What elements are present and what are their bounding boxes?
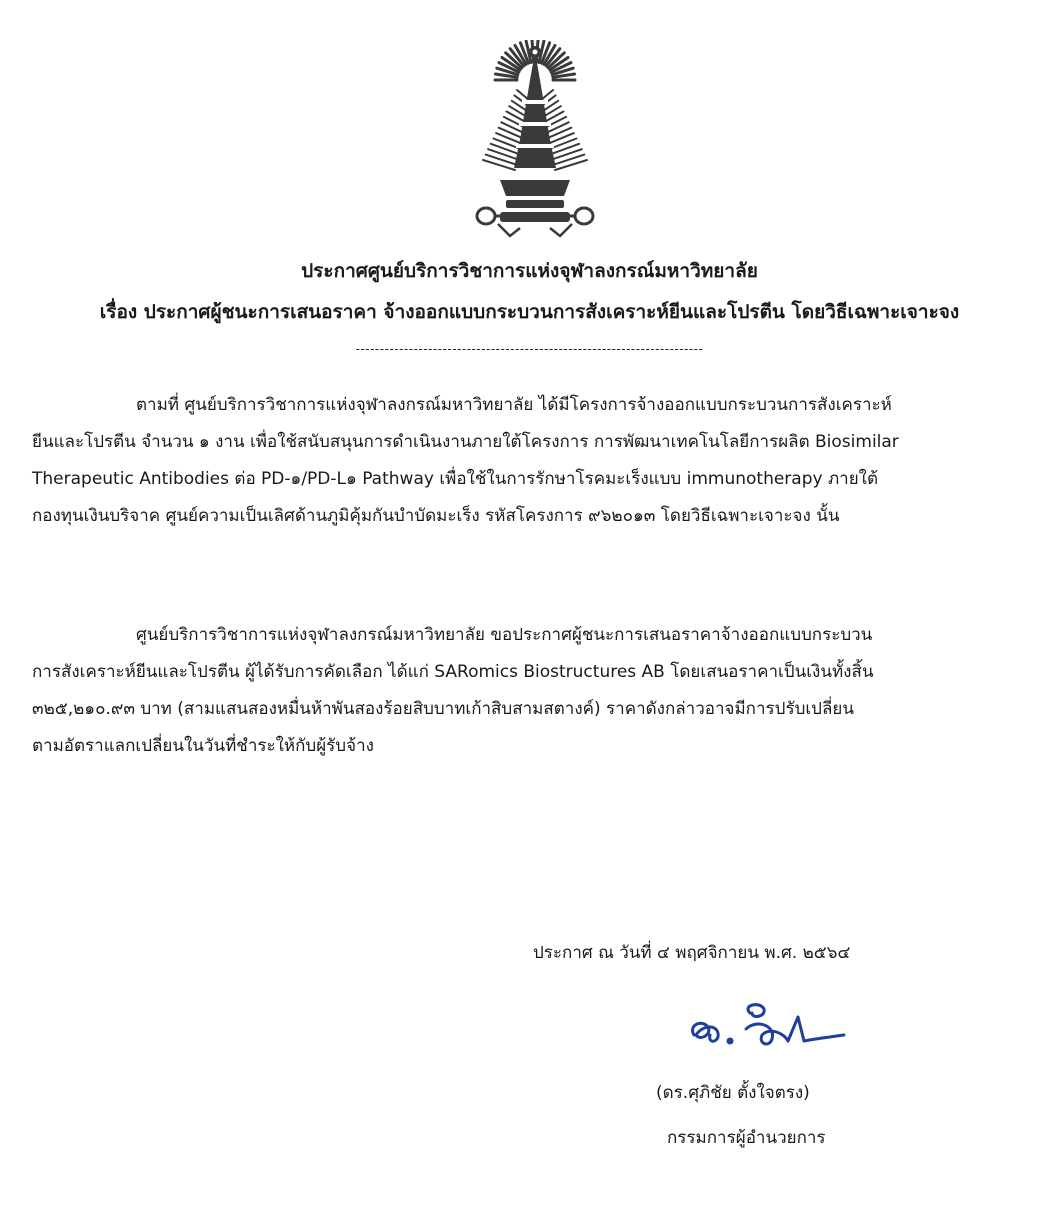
paragraph-project-background [32,387,1032,535]
university-emblem-icon [470,40,600,240]
announcement-title: ประกาศศูนย์บริการวิชาการแห่งจุฬาลงกรณ์มหาวิทยาลัย [301,260,758,282]
signer-title: กรรมการผู้อำนวยการ [667,1128,826,1148]
paragraph-line: การสังเคราะห์ยีนและโปรตีน ผู้ได้รับการคัดเลือก ได้แก่ SARomics Biostructures AB โดยเสนอราคาเป็นเงินทั้งสิ้น [32,662,874,682]
paragraph-line: ศูนย์บริการวิชาการแห่งจุฬาลงกรณ์มหาวิทยาลัย ขอประกาศผู้ชนะการเสนอราคาจ้างออกแบบกระบวน [136,625,873,645]
paragraph-line: Therapeutic Antibodies ต่อ PD-๑/PD-L๑ Pathway เพื่อใช้ในการรักษาโรคมะเร็งแบบ immunotherapy ภายใต้ [32,469,879,489]
paragraph-line: กองทุนเงินบริจาค ศูนย์ความเป็นเลิศด้านภูมิคุ้มกันบำบัดมะเร็ง รหัสโครงการ ๙๖๒๐๑๓ โดยวิธีเฉพาะเจาะจง นั้น [32,506,840,526]
paragraph-line: ยีนและโปรตีน จำนวน ๑ งาน เพื่อใช้สนับสนุนการดำเนินงานภายใต้โครงการ การพัฒนาเทคโนโลยีการผลิต Biosimilar [32,432,899,452]
divider-line: ------------------------------------------------------------------------ [355,342,704,356]
paragraph-line: ตามอัตราแลกเปลี่ยนในวันที่ชำระให้กับผู้รับจ้าง [32,736,374,756]
announcement-subject: เรื่อง ประกาศผู้ชนะการเสนอราคา จ้างออกแบบกระบวนการสังเคราะห์ยีนและโปรตีน โดยวิธีเฉพาะเจาะจง [99,301,960,323]
paragraph-line: ๓๒๕,๒๑๐.๙๓ บาท (สามแสนสองหมื่นห้าพันสองร้อยสิบบาทเก้าสิบสามสตางค์) ราคาดังกล่าวอาจมีการปรับเปลี่ยน [32,699,854,719]
announcement-date: ประกาศ ณ วันที่ ๔ พฤศจิกายน พ.ศ. ๒๕๖๔ [533,943,851,963]
handwritten-signature [680,995,860,1057]
paragraph-winner-announcement [32,617,1032,765]
signer-name: (ดร.ศุภิชัย ตั้งใจตรง) [656,1083,810,1103]
paragraph-line: ตามที่ ศูนย์บริการวิชาการแห่งจุฬาลงกรณ์มหาวิทยาลัย ได้มีโครงการจ้างออกแบบกระบวนการสังเคราะห์ [136,395,892,415]
